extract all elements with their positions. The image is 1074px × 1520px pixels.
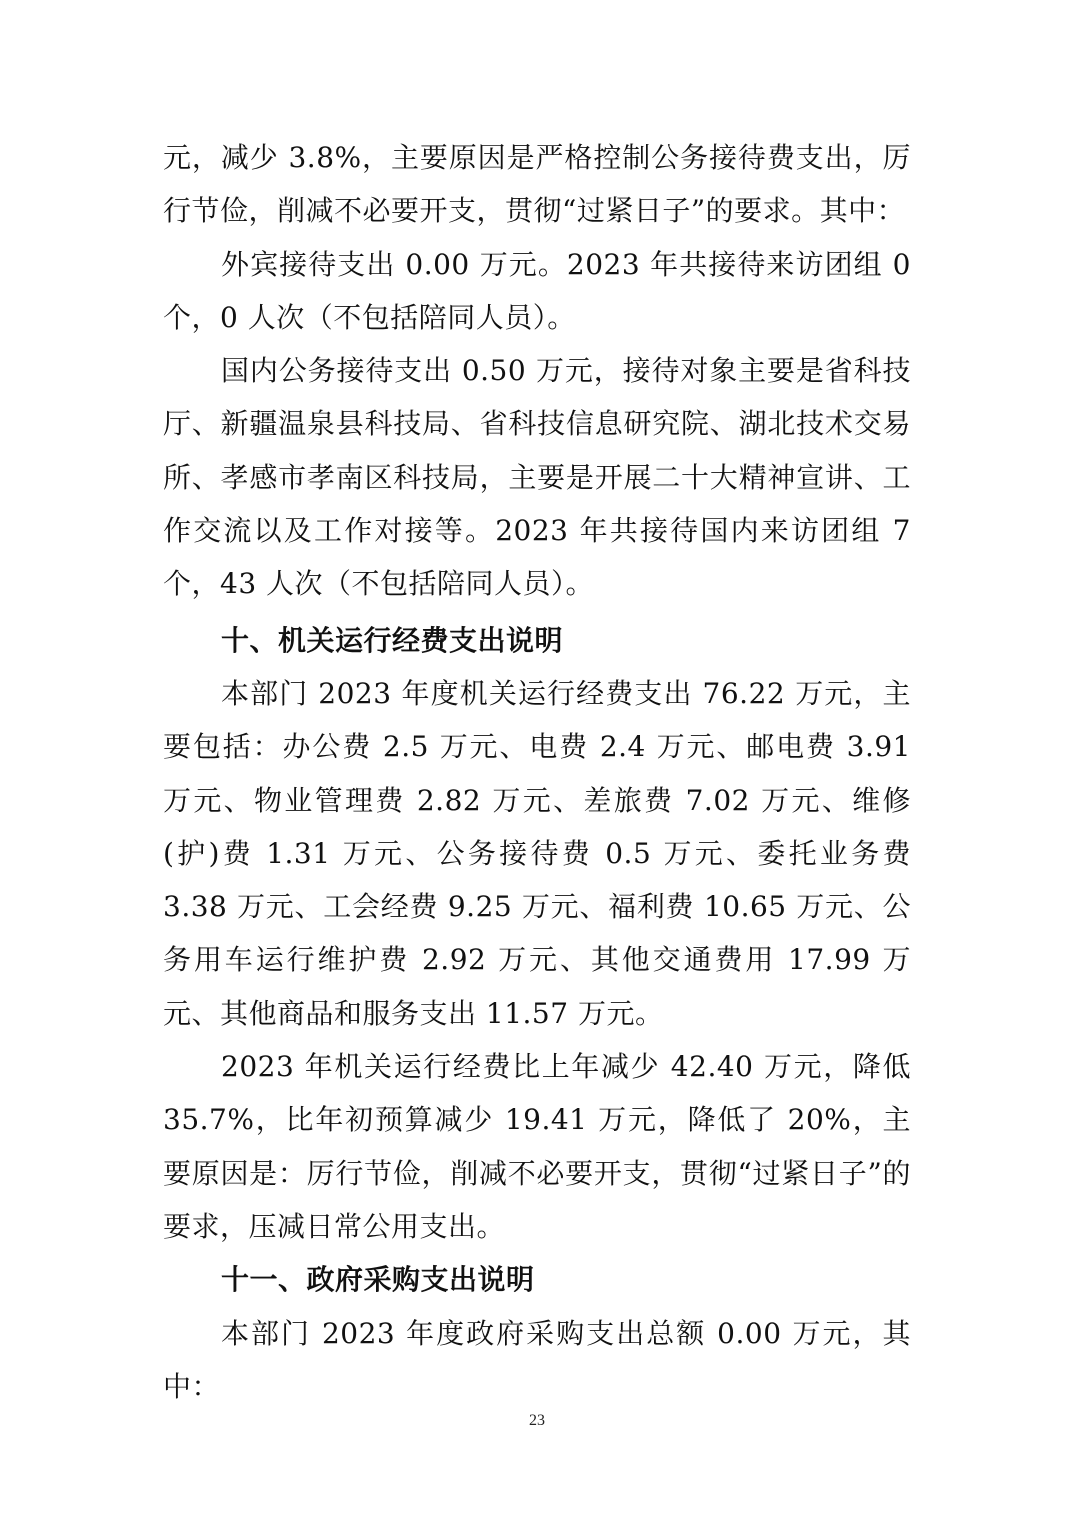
section-heading-procurement: 十一、政府采购支出说明 [221,1263,535,1297]
paragraph-reception-reduction: 元，减少 3.8%，主要原因是严格控制公务接待费支出，厉行节俭，削减不必要开支，贯彻“过紧日子”的要求。其中： [163,141,911,228]
paragraph-domestic-reception: 国内公务接待支出 0.50 万元，接待对象主要是省科技厅、新疆温泉县科技局、省科技信息研究院、湖北技术交易所、孝感市孝南区科技局，主要是开展二十大精神宣讲、工作交流以及工作对接等。2023 年共接待国内来访团组 7 个，43 人次（不包括陪同人员）。 [163,354,911,601]
section-heading-operating-expenses: 十、机关运行经费支出说明 [221,623,564,657]
paragraph-operating-expenses-detail: 本部门 2023 年度机关运行经费支出 76.22 万元，主要包括：办公费 2.5 万元、电费 2.4 万元、邮电费 3.91 万元、物业管理费 2.82 万元、差旅费 7.02 万元、维修(护)费 1.31 万元、公务接待费 0.5 万元、委托业务费 3.38 万元、工会经费 9.25 万元、福利费 10.65 万元、公务用车运行维护费 2.92 万元、其他交通费用 17.99 万元、其他商品和服务支出 11.57 万元。 [163,676,911,1030]
paragraph-procurement: 本部门 2023 年度政府采购支出总额 0.00 万元，其中： [163,1316,911,1403]
paragraph-operating-expenses-change: 2023 年机关运行经费比上年减少 42.40 万元，降低 35.7%，比年初预算减少 19.41 万元，降低了 20%，主要原因是：厉行节俭，削减不必要开支，贯彻“过紧日子”的要求，压减日常公用支出。 [163,1050,911,1243]
document-body [163,131,911,1413]
paragraph-foreign-reception: 外宾接待支出 0.00 万元。2023 年共接待来访团组 0 个，0 人次（不包括陪同人员）。 [163,247,911,334]
page-number: 23 [529,1412,545,1429]
